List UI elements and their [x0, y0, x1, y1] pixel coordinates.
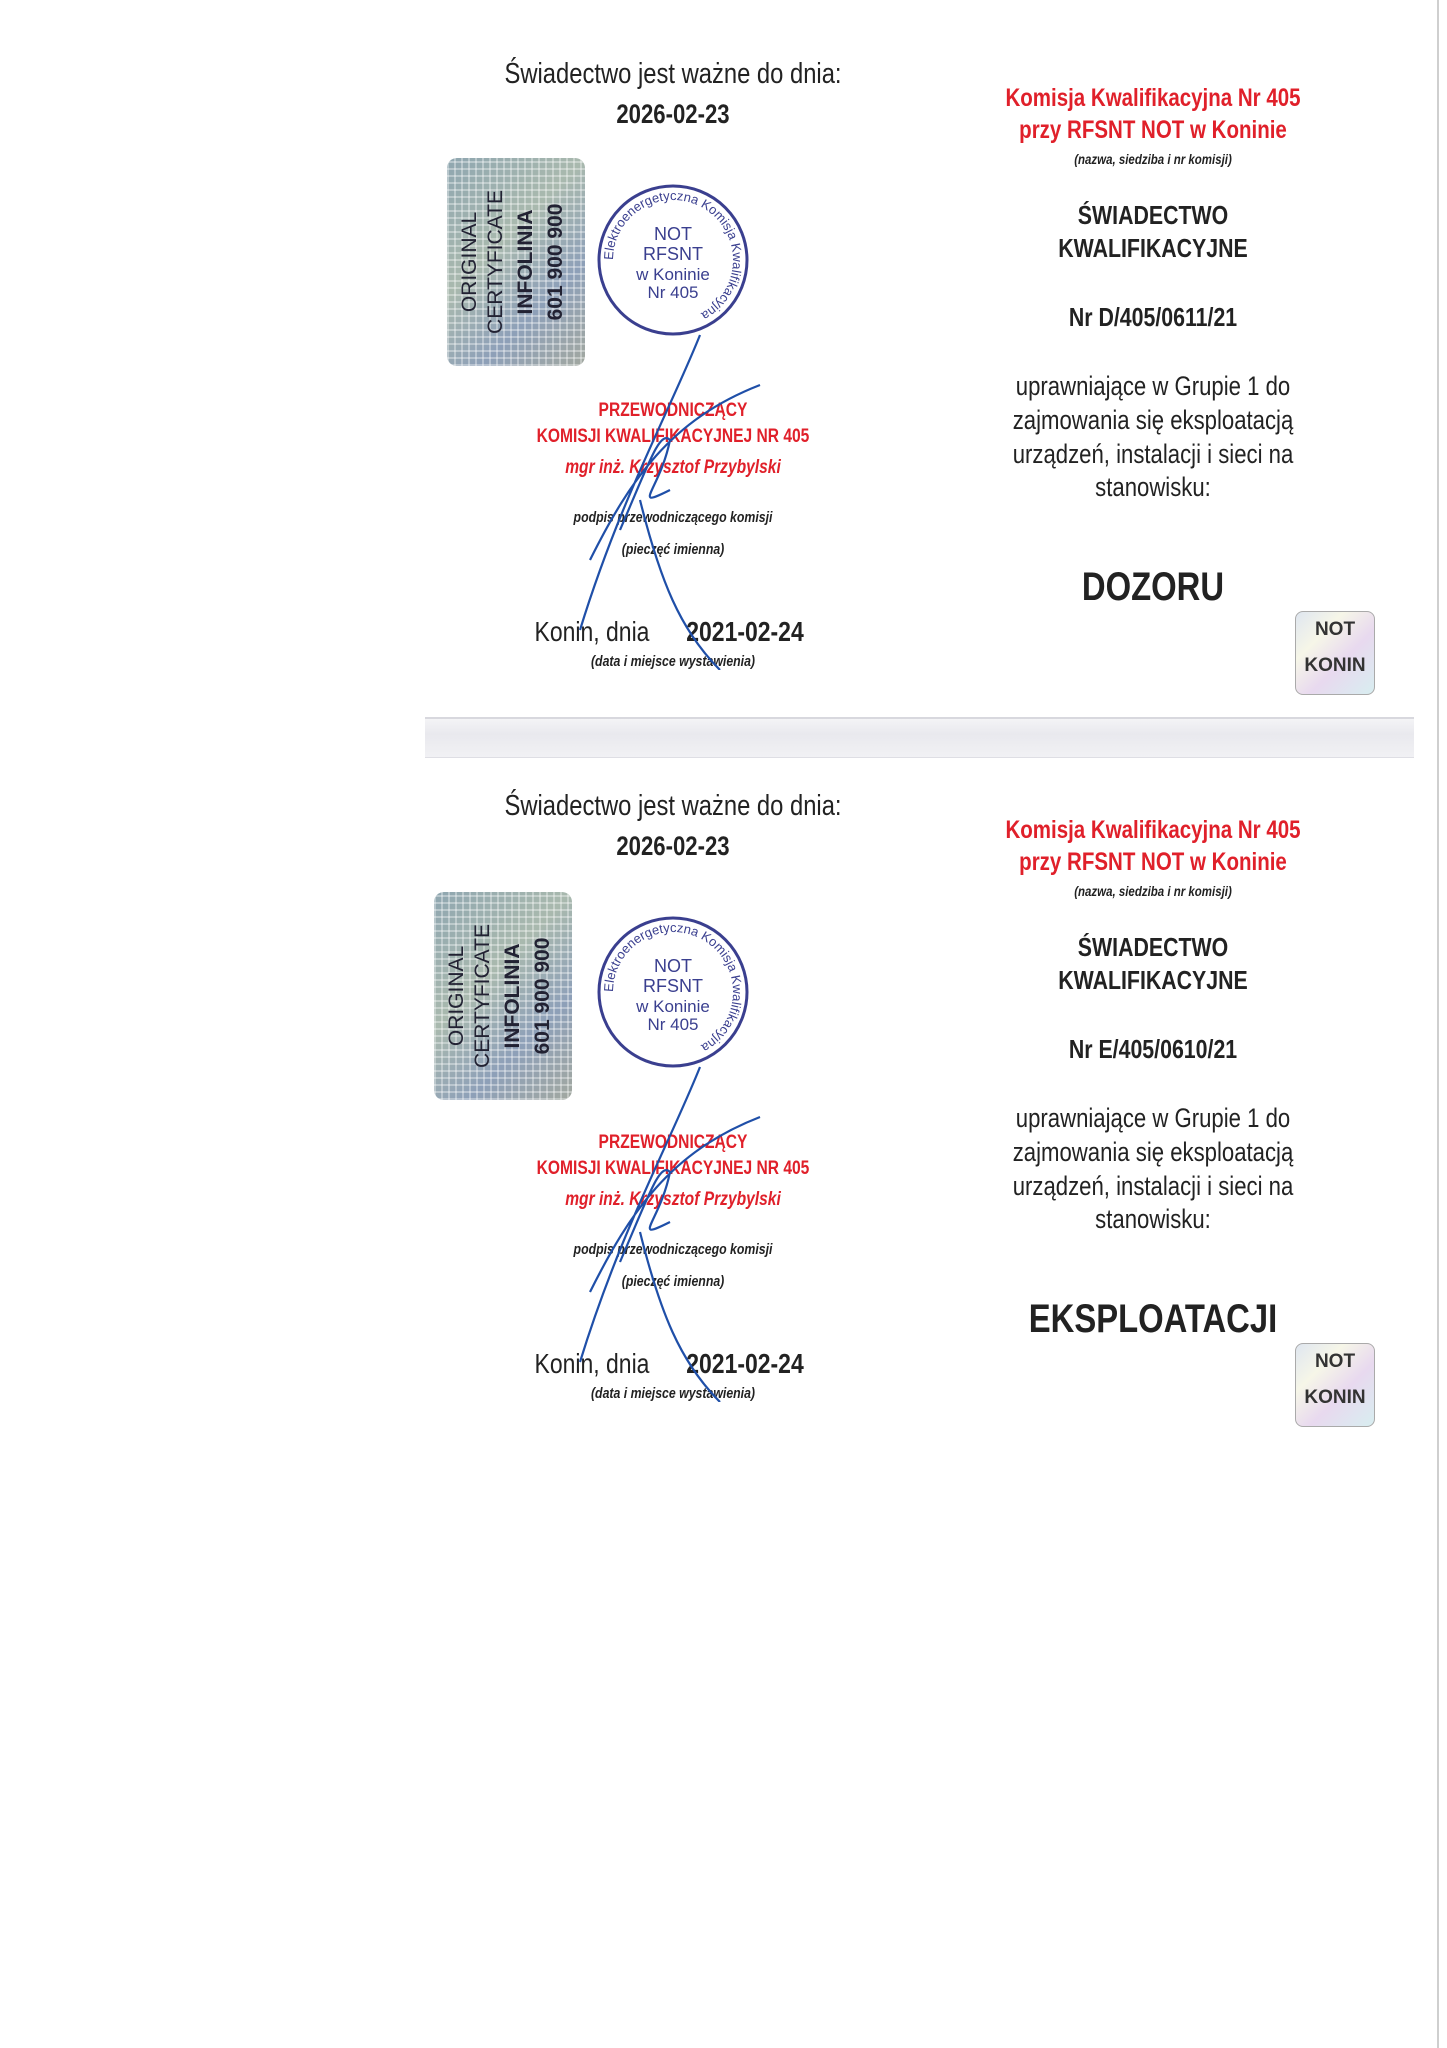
chair-name: mgr inż. Krzysztof Przybylski — [565, 457, 781, 478]
signature-caption: podpis przewodniczącego komisji — [573, 509, 773, 526]
small-holo1: NOT — [1314, 619, 1356, 640]
stamp-ring: Elektroenergetyczna Komisja Kwalifikacyjna — [600, 187, 746, 324]
committee-stamp — [595, 914, 751, 1070]
entitlement-line: zajmowania się eksploatacją — [1012, 405, 1294, 435]
stamp-center1: NOT — [654, 224, 692, 244]
document-title-2: KWALIFIKACYJNE — [1058, 965, 1248, 995]
valid-until-date: 2026-02-23 — [616, 99, 730, 129]
certificate — [0, 732, 1447, 1452]
small-holo2: KONIN — [1304, 1387, 1366, 1408]
signature — [520, 1062, 780, 1402]
stamp-center1: NOT — [654, 956, 692, 976]
issue-caption: (data i miejsce wystawienia) — [590, 1385, 756, 1402]
hologram-line3: INFOLINIA — [501, 943, 524, 1049]
stamp-ring: Elektroenergetyczna Komisja Kwalifikacyjna — [600, 919, 746, 1056]
not-konin-hologram — [1295, 611, 1375, 695]
document-title-2: KWALIFIKACYJNE — [1058, 233, 1248, 263]
document-title: ŚWIADECTWO — [1077, 932, 1229, 962]
issue-place: Konin, dnia — [534, 616, 650, 647]
hologram-line1: ORIGINAL — [458, 211, 481, 313]
hologram-line3: INFOLINIA — [514, 209, 537, 315]
position-name: DOZORU — [1081, 565, 1225, 609]
committee-caption: (nazwa, siedziba i nr komisji) — [1074, 883, 1232, 899]
issue-caption: (data i miejsce wystawienia) — [590, 653, 756, 670]
stamp-center4: Nr 405 — [647, 1015, 699, 1034]
issue-date: 2021-02-24 — [686, 1348, 804, 1379]
valid-until-label: Świadectwo jest ważne do dnia: — [504, 790, 842, 822]
committee-name: Komisja Kwalifikacyjna Nr 405 — [1005, 84, 1301, 112]
entitlement-line: zajmowania się eksploatacją — [1012, 1137, 1294, 1167]
stamp-center3: w Koninie — [636, 265, 710, 284]
chair-title: PRZEWODNICZĄCY — [598, 400, 748, 421]
small-holo2: KONIN — [1304, 655, 1366, 676]
hologram-line2: CERTYFICATE — [484, 190, 507, 334]
not-konin-hologram — [1295, 1343, 1375, 1427]
signature — [520, 330, 780, 670]
chair-committee: KOMISJI KWALIFIKACYJNEJ NR 405 — [536, 426, 810, 447]
committee-caption: (nazwa, siedziba i nr komisji) — [1074, 151, 1232, 167]
chair-title: PRZEWODNICZĄCY — [598, 1132, 748, 1153]
document-title: ŚWIADECTWO — [1077, 200, 1229, 230]
valid-until-label: Świadectwo jest ważne do dnia: — [504, 58, 842, 90]
committee-name: Komisja Kwalifikacyjna Nr 405 — [1005, 816, 1301, 844]
committee-location: przy RFSNT NOT w Koninie — [1019, 116, 1287, 144]
certificate — [0, 0, 1447, 720]
issue-place: Konin, dnia — [534, 1348, 650, 1379]
hologram-line4: 601 900 900 — [531, 937, 554, 1055]
issue-date: 2021-02-24 — [686, 616, 804, 647]
committee-location: przy RFSNT NOT w Koninie — [1019, 848, 1287, 876]
entitlement-line: urządzeń, instalacji i sieci na — [1012, 439, 1294, 469]
chair-committee: KOMISJI KWALIFIKACYJNEJ NR 405 — [536, 1158, 810, 1179]
hologram-line2: CERTYFICATE — [471, 924, 494, 1068]
entitlement-line: uprawniające w Grupie 1 do — [1015, 1103, 1291, 1133]
certificate-number: Nr D/405/0611/21 — [1068, 302, 1238, 332]
seal-caption: (pieczęć imienna) — [621, 1273, 725, 1290]
seal-caption: (pieczęć imienna) — [621, 541, 725, 558]
stamp-center2: RFSNT — [643, 244, 703, 264]
stamp-center3: w Koninie — [636, 997, 710, 1016]
stamp-center4: Nr 405 — [647, 283, 699, 302]
hologram-line4: 601 900 900 — [544, 203, 567, 321]
committee-stamp — [595, 182, 751, 338]
small-holo1: NOT — [1314, 1351, 1356, 1372]
valid-until-date: 2026-02-23 — [616, 831, 730, 861]
entitlement-line: uprawniające w Grupie 1 do — [1015, 371, 1291, 401]
entitlement-line: stanowisku: — [1095, 1204, 1211, 1234]
signature-caption: podpis przewodniczącego komisji — [573, 1241, 773, 1258]
chair-name: mgr inż. Krzysztof Przybylski — [565, 1189, 781, 1210]
hologram-line1: ORIGINAL — [445, 945, 468, 1047]
stamp-center2: RFSNT — [643, 976, 703, 996]
certificate-number: Nr E/405/0610/21 — [1068, 1034, 1238, 1064]
position-name: EKSPLOATACJI — [1028, 1297, 1278, 1341]
entitlement-line: stanowisku: — [1095, 472, 1211, 502]
entitlement-line: urządzeń, instalacji i sieci na — [1012, 1171, 1294, 1201]
